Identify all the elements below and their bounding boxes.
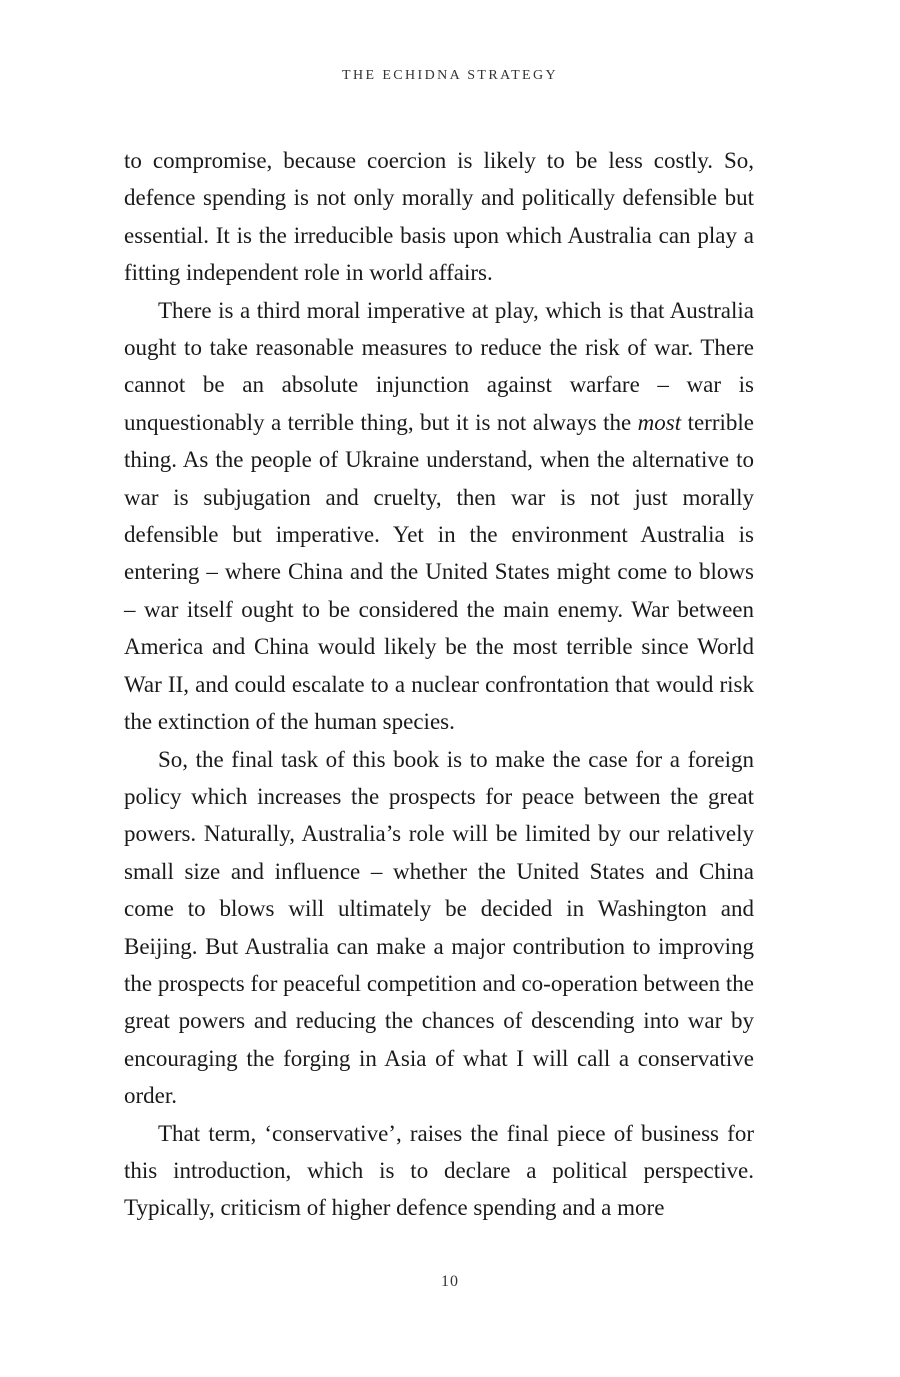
body-text	[124, 142, 754, 1227]
paragraph-text: terrible thing. As the people of Ukraine understand, when the alternative to war is subjugation and cruelty, then war is not just morally defensible but imperative. Yet in the environment Australia is entering – where China and the United States might come to blows – war itself ought to be considered the main enemy. War between America and China would likely be the most terrible since World War II, and could escalate to a nuclear confrontation that would risk the extinction of the human species.	[124, 409, 754, 735]
page-number: 10	[441, 1273, 459, 1290]
paragraph: That term, ‘conservative’, raises the final piece of business for this introduction, which is to declare a political perspective. Typically, criticism of higher defence spending and a more	[124, 1120, 754, 1221]
paragraph: So, the final task of this book is to make the case for a foreign policy which increases the prospects for peace between the great powers. Naturally, Australia’s role will be limited by our relatively small size and influence – whether the United States and China come to blows will ultimately be decided in Washington and Beijing. But Australia can make a major contribution to improving the prospects for peaceful competition and co-operation between the great powers and reducing the chances of descending into war by encouraging the forging in Asia of what I will call a conservative order.	[124, 746, 754, 1109]
running-head: THE ECHIDNA STRATEGY	[342, 68, 558, 83]
emphasis: most	[637, 409, 682, 435]
paragraph-text: There is a third moral imperative at play, which is that Australia ought to take reasonable measures to reduce the risk of war. There cannot be an absolute injunction against warfare – war is unquestionably a terrible thing, but it is not always the	[124, 297, 754, 435]
paragraph	[124, 292, 754, 741]
paragraph: to compromise, because coercion is likely to be less costly. So, defence spending is not only morally and politically defensible but essential. It is the irreducible basis upon which Australia can play a fitting independent role in world affairs.	[124, 148, 754, 286]
